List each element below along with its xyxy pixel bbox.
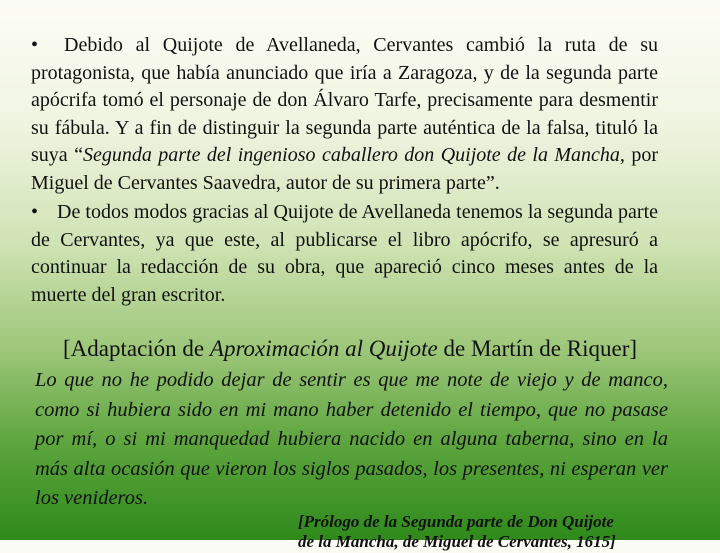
attribution-suffix: de Martín de Riquer] (437, 336, 638, 361)
bullet-item-1 (31, 32, 658, 197)
quote-text: Lo que no he podido dejar de sentir es que me note de viejo y de manco, como si hubiera sido en mi mano haber detenido el tiempo, que no pasase por mí, o si mi manquedad hubiera nacido en alguna taberna, sino en la más alta ocasión que vieron los siglos pasados, los presentes, ni esperan ver los venideros. (35, 369, 668, 509)
quote-block (35, 366, 668, 514)
bullet-list (31, 32, 658, 309)
bullet-text: De todos modos gracias al Quijote de Avellaneda tenemos la segunda parte de Cervantes, ya que este, al publicarse el libro apócrifo, se apresuró a continuar la redacción de su obra, que apareció cinco meses antes de la muerte del gran escritor. (31, 201, 658, 306)
attribution-line (63, 334, 683, 364)
attribution-prefix: [Adaptación de (63, 336, 210, 361)
bullet-text-before: Debido al Quijote de Avellaneda, Cervantes cambió la ruta de su protagonista, que había anunciado que iría a Zaragoza, y de la segunda parte apócrifa tomó el personaje de don Álvaro Tarfe, precisamente para desmentir su fábula. Y a fin de distinguir la segunda parte auténtica de la falsa, tituló la suya “ (31, 34, 658, 166)
bullet-item-2 (31, 199, 658, 309)
bullet-marker: • (31, 34, 39, 56)
source-citation: [Prólogo de la Segunda parte de Don Quijote (298, 512, 614, 531)
attribution-title: Aproximación al Quijote (209, 336, 438, 361)
book-title-italic: Segunda parte del ingenioso caballero don Quijote de la Mancha (82, 144, 620, 166)
source-citation-line2: de la Mancha, de Miguel de Cervantes, 1615] (298, 532, 616, 551)
bullet-text-after: , por Miguel de Cervantes Saavedra, autor de su primera parte”. (31, 144, 659, 194)
bullet-marker: • (31, 201, 39, 223)
